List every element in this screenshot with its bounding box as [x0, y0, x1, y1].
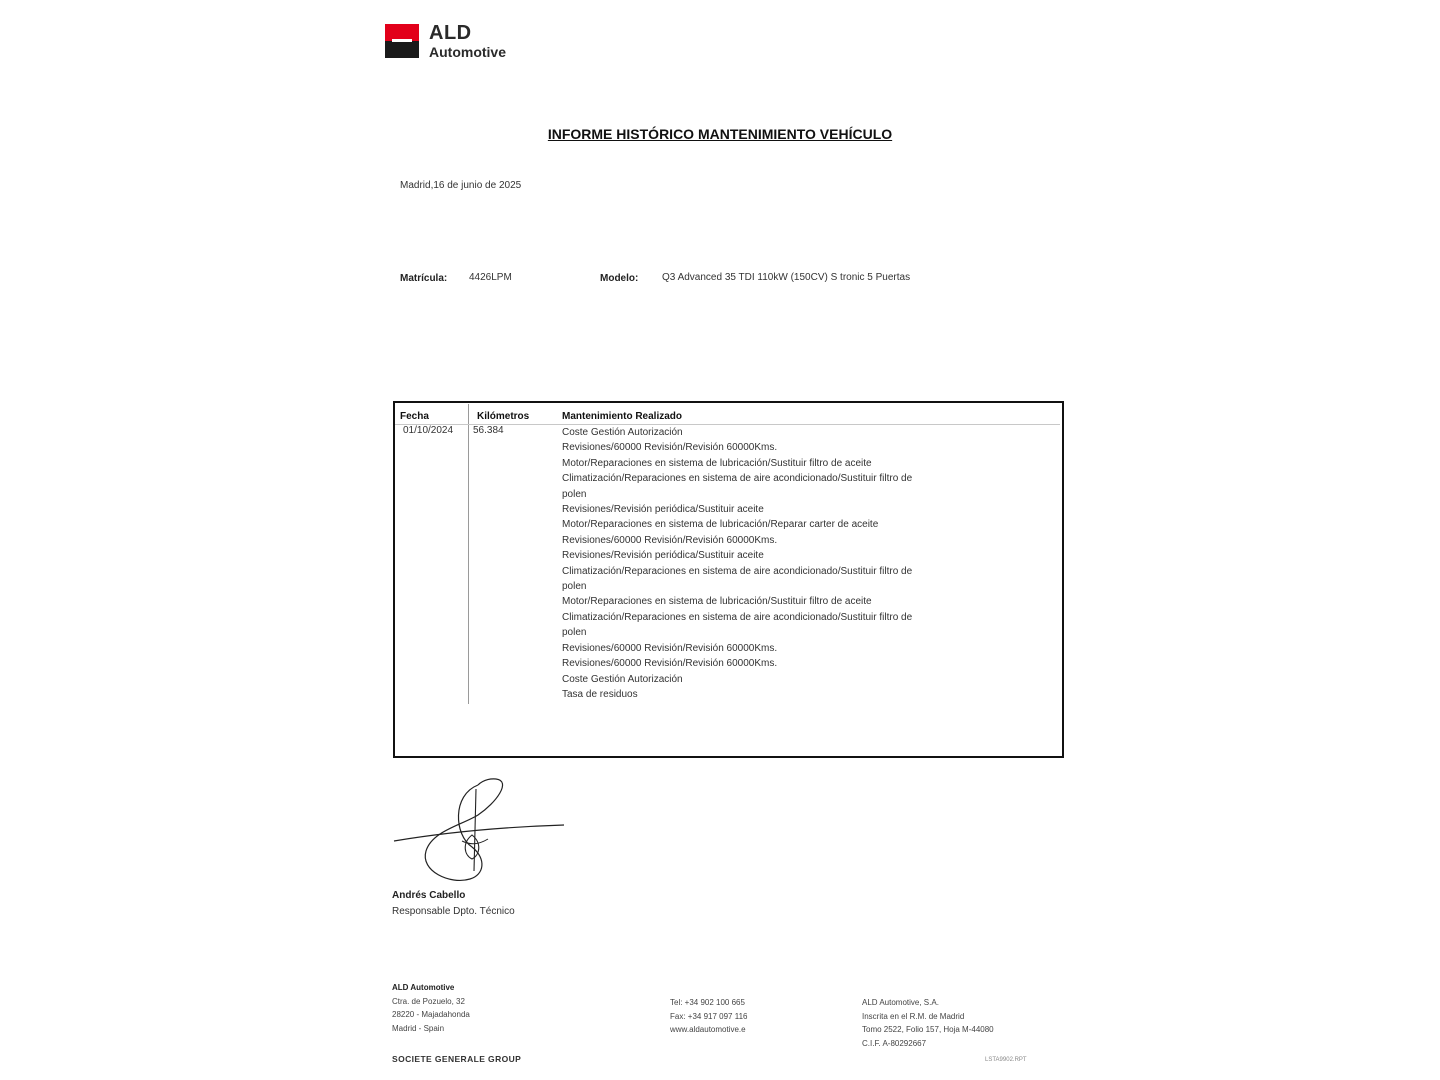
- work-item: Motor/Reparaciones en sistema de lubricación/Reparar carter de aceite: [562, 519, 879, 531]
- footer-fax: Fax: +34 917 097 116: [670, 1011, 748, 1021]
- model-label: Modelo:: [600, 273, 639, 284]
- work-item: Revisiones/Revisión periódica/Sustituir aceite: [562, 550, 764, 562]
- document-title: INFORME HISTÓRICO MANTENIMIENTO VEHÍCULO: [547, 126, 893, 142]
- signature: [392, 775, 567, 885]
- work-item: Revisiones/Revisión periódica/Sustituir aceite: [562, 504, 764, 516]
- work-item: Motor/Reparaciones en sistema de lubricación/Sustituir filtro de aceite: [562, 457, 872, 469]
- footer-legal-line: Tomo 2522, Folio 157, Hoja M-44080: [862, 1025, 994, 1034]
- footer-contact: [670, 996, 747, 1037]
- work-item: Motor/Reparaciones en sistema de lubricación/Sustituir filtro de aceite: [562, 596, 872, 608]
- footer-group: SOCIETE GENERALE GROUP: [392, 1054, 522, 1064]
- footer-legal-line: C.I.F. A-80292667: [862, 1038, 927, 1048]
- column-divider: [468, 404, 469, 704]
- work-item: polen: [562, 627, 587, 639]
- footer-legal: [862, 996, 994, 1050]
- plate-value: 4426LPM: [469, 272, 512, 283]
- work-item: Revisiones/60000 Revisión/Revisión 60000Kms.: [562, 442, 778, 454]
- row-km: 56.384: [473, 425, 504, 436]
- footer-phone: Tel: +34 902 100 665: [670, 998, 745, 1007]
- logo-name: ALD: [429, 22, 472, 44]
- work-item: Revisiones/60000 Revisión/Revisión 60000Kms.: [562, 642, 778, 654]
- work-item: Climatización/Reparaciones en sistema de aire acondicionado/Sustituir filtro de: [562, 473, 913, 485]
- footer-address-line: Madrid - Spain: [392, 1023, 445, 1033]
- header-date: Fecha: [400, 411, 429, 422]
- model-value: Q3 Advanced 35 TDI 110kW (150CV) S tronic 5 Puertas: [662, 272, 911, 283]
- signer-role: Responsable Dpto. Técnico: [392, 906, 515, 917]
- company-logo-mark: [385, 24, 419, 58]
- work-item: Revisiones/60000 Revisión/Revisión 60000Kms.: [562, 658, 778, 670]
- work-item: Coste Gestión Autorización: [562, 427, 683, 438]
- work-item: polen: [562, 581, 587, 593]
- header-km: Kilómetros: [477, 411, 530, 422]
- footer-address: [392, 981, 470, 1035]
- work-item: Revisiones/60000 Revisión/Revisión 60000Kms.: [562, 534, 778, 546]
- footer-legal-line: Inscrita en el R.M. de Madrid: [862, 1011, 965, 1021]
- row-date: 01/10/2024: [403, 425, 454, 436]
- logo-subtitle: Automotive: [429, 44, 506, 60]
- footer-reference: LSTA9902.RPT: [985, 1057, 1027, 1063]
- work-item: Coste Gestión Autorización: [562, 673, 683, 685]
- footer-legal-line: ALD Automotive, S.A.: [862, 998, 939, 1007]
- signer-name: Andrés Cabello: [392, 890, 466, 901]
- header-work: Mantenimiento Realizado: [562, 411, 683, 422]
- work-item: polen: [562, 488, 587, 500]
- footer-address-line: Ctra. de Pozuelo, 32: [392, 996, 465, 1006]
- work-item: Climatización/Reparaciones en sistema de aire acondicionado/Sustituir filtro de: [562, 565, 913, 577]
- maintenance-work-list: [562, 425, 982, 702]
- work-item: Climatización/Reparaciones en sistema de aire acondicionado/Sustituir filtro de: [562, 611, 913, 623]
- footer-address-line: 28220 - Majadahonda: [392, 1010, 470, 1019]
- footer-website[interactable]: www.aldautomotive.e: [670, 1025, 746, 1034]
- plate-label: Matrícula:: [400, 273, 448, 284]
- document-date: Madrid,16 de junio de 2025: [400, 180, 522, 191]
- footer-company: ALD Automotive: [392, 983, 455, 992]
- work-item: Tasa de residuos: [562, 688, 638, 700]
